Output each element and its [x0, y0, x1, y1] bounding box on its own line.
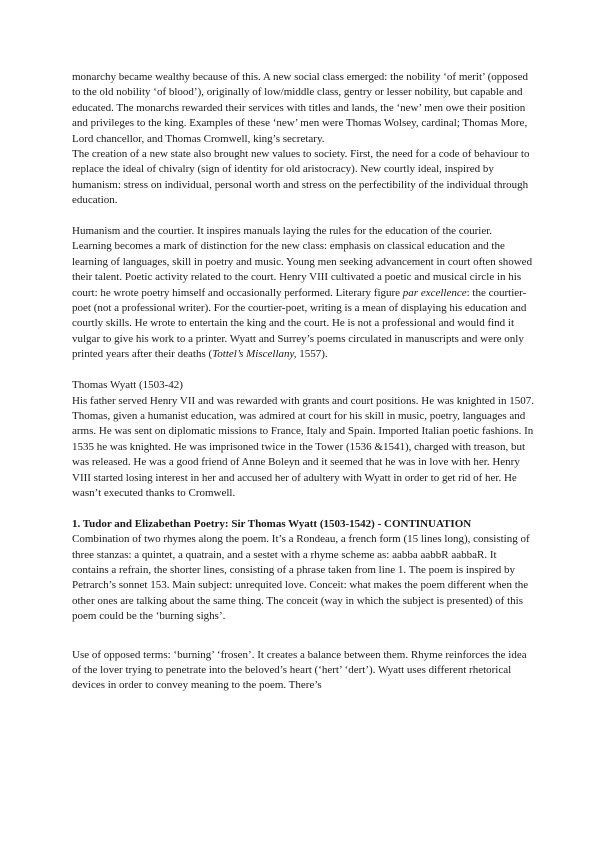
- document-page: [72, 70, 534, 694]
- tottels-miscellany-title: Tottel’s Miscellany,: [212, 348, 297, 361]
- spacer: [72, 501, 534, 516]
- humanism-text-c: 1557).: [296, 348, 328, 361]
- spacer: [72, 209, 534, 224]
- humanism-text-b: : the courtier-poet (not a professional writer). For the courtier-poet, writing is a mean of displaying his education and courtly skills. He wrote to entertain the king and the court. He is not a professional and would find it vulgar to give his work to a printer. Wyatt and Surrey’s poems circulated in manuscripts and were only printed years after their deaths (: [72, 286, 527, 361]
- paragraph-rondeau: Combination of two rhymes along the poem. It’s a Rondeau, a french form (15 lines long), consisting of three stanzas: a quintet, a quatrain, and a sestet with a rhyme scheme as: aabba aabbR aabbaR. It contains a refrain, the shorter lines, consisting of a phrase taken from line 1. The poem is inspired by Petrarch’s sonnet 153. Main subject: unrequited love. Conceit: what makes the poem different when the other ones are talking about the same thing. The conceit (way in which the subject is presented) of this poem could be the ‘burning sighs’.: [72, 533, 530, 623]
- wyatt-subtitle: Thomas Wyatt (1503-42): [72, 379, 183, 392]
- spacer: [72, 625, 534, 648]
- section-heading: 1. Tudor and Elizabethan Poetry: Sir Thomas Wyatt (1503-1542) - CONTINUATION: [72, 517, 472, 530]
- paragraph-humanism: [72, 224, 534, 363]
- paragraph-new-values: The creation of a new state also brought new values to society. First, the need for a code of behaviour to replace the ideal of chivalry (sign of identity for old aristocracy). New courtly ideal, inspired by humanism: stress on individual, personal worth and stress on the perfectibility of the individual through education.: [72, 148, 530, 207]
- paragraph-opposed-terms: Use of opposed terms: ‘burning’ ‘frosen’. It creates a balance between them. Rhyme reinforces the idea of the lover trying to penetrate into the beloved’s heart (‘hert’ ‘dert’). Wyatt uses different rhetorical devices in order to convey meaning to the poem. There’s: [72, 648, 527, 692]
- humanism-italic-term: par excellence: [402, 286, 467, 299]
- paragraph-wyatt-biography: His father served Henry VII and was rewarded with grants and court positions. He was knighted in 1507. Thomas, given a humanist education, was admired at court for his skill in music, poetry, languages and arms. He was sent on diplomatic missions to France, Italy and Spain. Imported Italian poetic fashions. In 1535 he was knighted. He was imprisoned twice in the Tower (1536 &1541), charged with treason, but was released. He was a good friend of Anne Boleyn and it seemed that he was in love with her. Henry VIII started losing interest in her and accused her of adultery with Wyatt in order to get rid of her. He wasn’t executed thanks to Cromwell.: [72, 394, 534, 499]
- humanism-text-a: Humanism and the courtier. It inspires manuals laying the rules for the education of the courier. Learning becomes a mark of distinction for the new class: emphasis on classical education and the learning of languages, skill in poetry and music. Young men seeking advancement in court often showed their talent. Poetic activity related to the court. Henry VIII cultivated a poetic and musical circle in his court: he wrote poetry himself and occasionally performed. Literary figure: [72, 225, 533, 299]
- paragraph-monarchy: monarchy became wealthy because of this. A new social class emerged: the nobility ‘of merit’ (opposed to the old nobility ‘of blood’), originally of low/middle class, gentry or lesser nobility, but capable and educated. The monarchs rewarded their services with titles and lands, the ‘new’ men owe their position and privileges to the king. Examples of these ‘new’ men were Thomas Wolsey, cardinal; Thomas More, Lord chancellor, and Thomas Cromwell, king’s secretary.: [72, 71, 528, 145]
- spacer: [72, 363, 534, 378]
